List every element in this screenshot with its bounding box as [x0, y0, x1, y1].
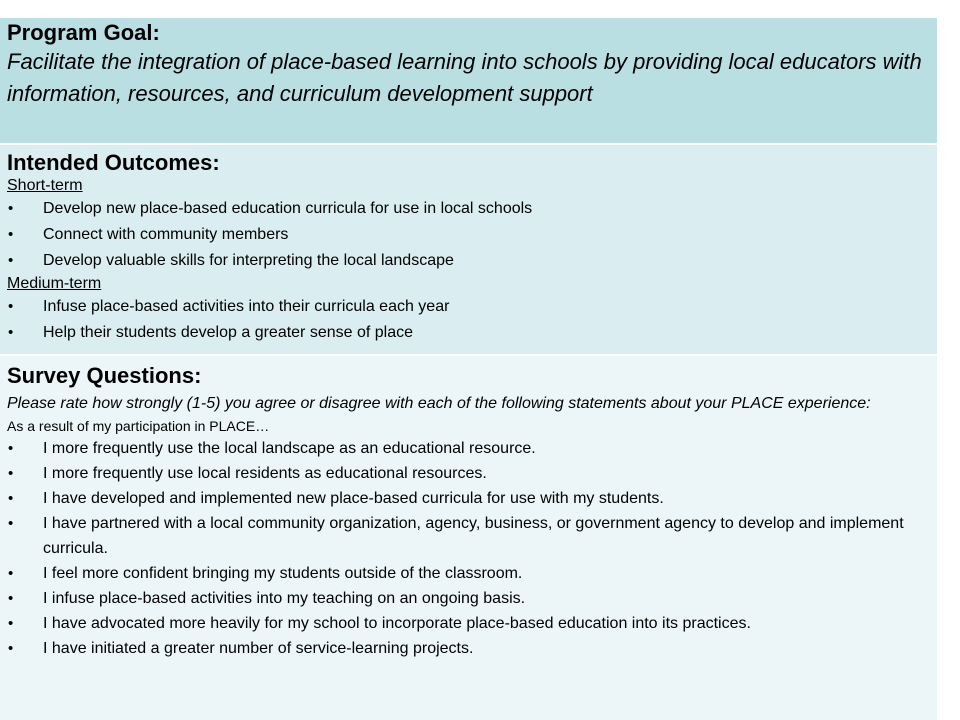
survey-item-text: I infuse place-based activities into my teaching on an ongoing basis.: [43, 590, 526, 607]
list-item: [7, 196, 929, 222]
list-item-text: Develop new place-based education curricula for use in local schools: [43, 200, 533, 217]
list-item-text: Infuse place-based activities into their curricula each year: [43, 298, 450, 315]
survey-item-text: I have advocated more heavily for my school to incorporate place-based education into its practices.: [43, 615, 751, 632]
list-item: [7, 320, 929, 346]
list-item: [7, 248, 929, 274]
list-item-text: Connect with community members: [43, 226, 289, 243]
content-table: [0, 18, 937, 720]
survey-questions-row: [0, 356, 937, 720]
survey-lead: As a result of my participation in PLACE…: [7, 418, 270, 434]
list-item-text: Help their students develop a greater sense of place: [43, 324, 414, 341]
program-goal-row: [0, 18, 937, 145]
bullet-icon: •: [8, 590, 14, 607]
program-goal-heading: Program Goal:: [7, 20, 160, 45]
survey-item: [7, 636, 929, 661]
program-goal-text: Facilitate the integration of place-based learning into schools by providing local educators with information, resources, and curriculum development support: [7, 49, 922, 106]
bullet-icon: •: [8, 226, 14, 243]
short-term-label: Short-term: [7, 177, 83, 194]
survey-item-text: I feel more confident bringing my students outside of the classroom.: [43, 565, 523, 582]
survey-item-text: I have developed and implemented new place-based curricula for use with my students.: [43, 490, 664, 507]
survey-item: [7, 561, 929, 586]
bullet-icon: •: [8, 465, 14, 482]
survey-item: [7, 586, 929, 611]
bullet-icon: •: [8, 515, 14, 532]
bullet-icon: •: [8, 615, 14, 632]
medium-term-list: [7, 294, 929, 346]
medium-term-label: Medium-term: [7, 275, 102, 292]
survey-item: [7, 461, 929, 486]
survey-item-text: I have partnered with a local community organization, agency, business, or government agency to develop and implement curricula.: [43, 515, 904, 557]
survey-item-text: I have initiated a greater number of service-learning projects.: [43, 640, 474, 657]
bullet-icon: •: [8, 298, 14, 315]
intended-outcomes-row: [0, 145, 937, 356]
list-item-text: Develop valuable skills for interpreting the local landscape: [43, 252, 454, 269]
survey-item: [7, 436, 929, 461]
bullet-icon: •: [8, 440, 14, 457]
survey-item-text: I more frequently use the local landscape as an educational resource.: [43, 440, 536, 457]
intended-outcomes-heading: Intended Outcomes:: [7, 150, 220, 175]
list-item: [7, 294, 929, 320]
survey-item-text: I more frequently use local residents as educational resources.: [43, 465, 487, 482]
survey-item: [7, 611, 929, 636]
bullet-icon: •: [8, 565, 14, 582]
survey-item: [7, 511, 929, 561]
list-item: [7, 222, 929, 248]
short-term-list: [7, 196, 929, 274]
bullet-icon: •: [8, 324, 14, 341]
bullet-icon: •: [8, 200, 14, 217]
bullet-icon: •: [8, 490, 14, 507]
survey-prompt: Please rate how strongly (1-5) you agree or disagree with each of the following statements about your PLACE experience:: [7, 395, 871, 412]
survey-items-list: [7, 436, 929, 661]
survey-questions-heading: Survey Questions:: [7, 363, 202, 388]
bullet-icon: •: [8, 640, 14, 657]
bullet-icon: •: [8, 252, 14, 269]
survey-item: [7, 486, 929, 511]
